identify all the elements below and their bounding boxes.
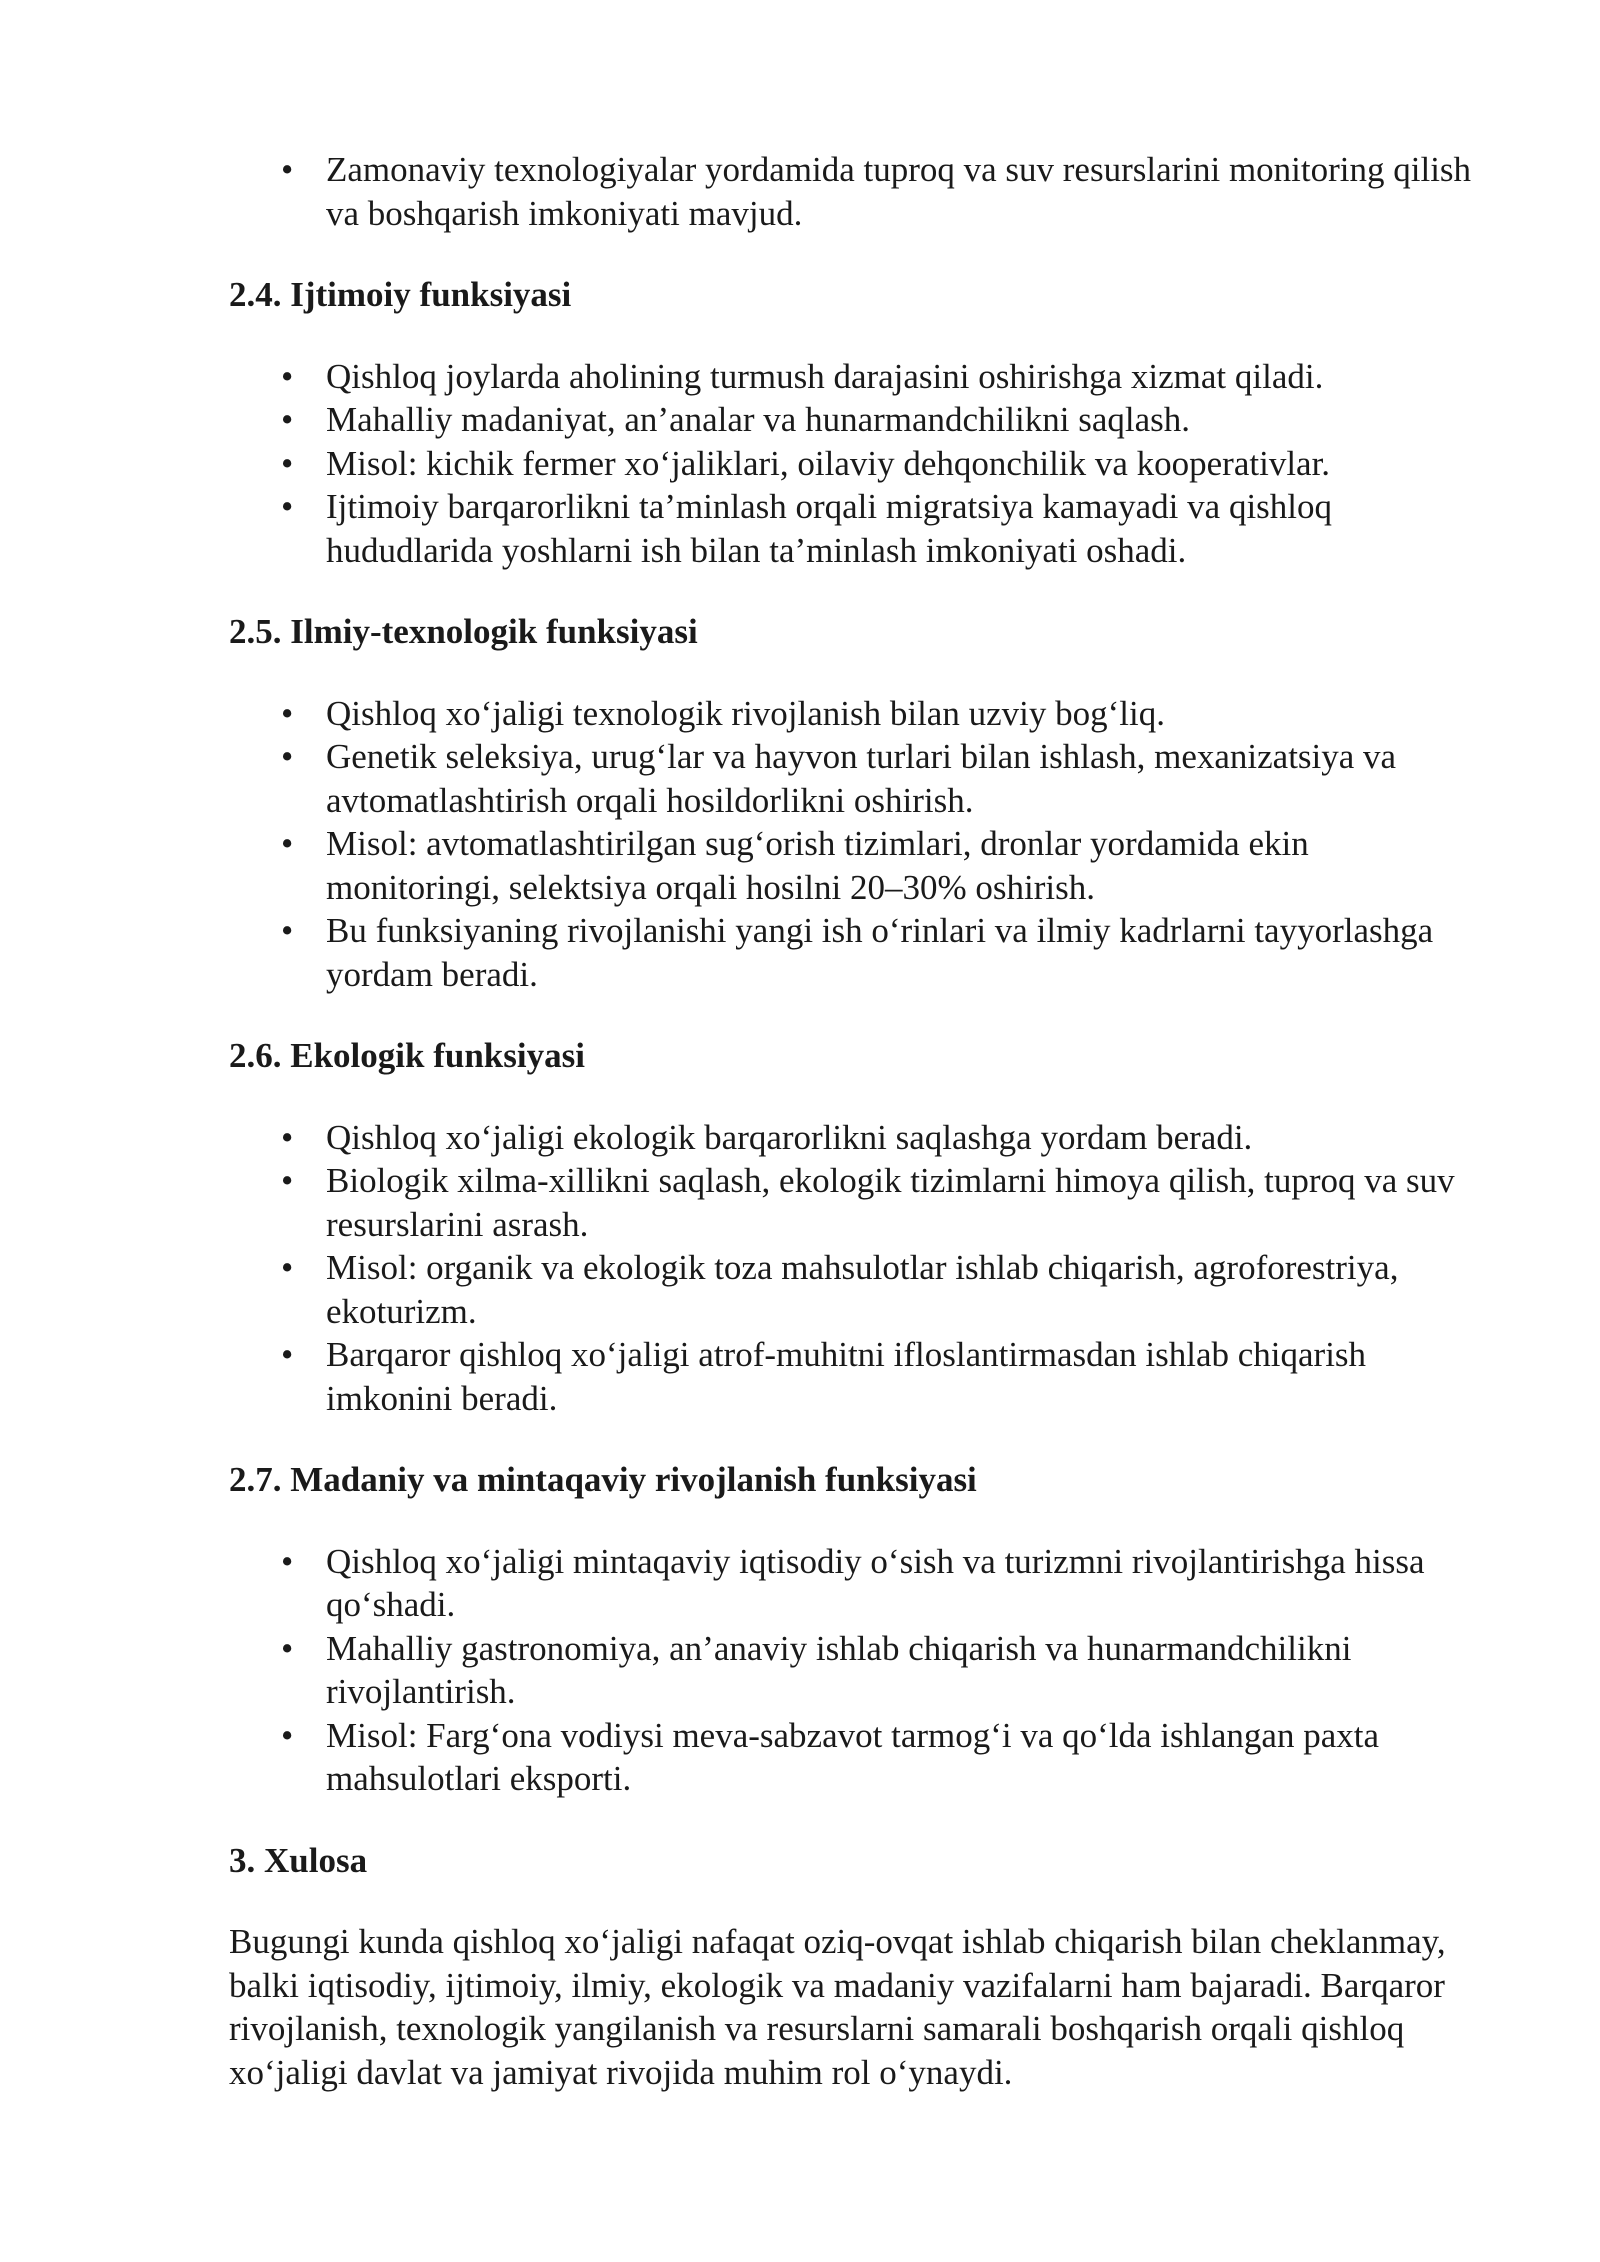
section-heading-madaniy: 2.7. Madaniy va mintaqaviy rivojlanish funksiyasi (229, 1460, 977, 1499)
list-item: • Qishloq xo‘jaligi mintaqaviy iqtisodiy o‘sish va turizmni rivojlantirishga hissa qo‘shadi. (229, 1540, 1489, 1627)
section-list-madaniy (229, 1540, 1489, 1801)
list-item: • Misol: kichik fermer xo‘jaliklari, oilaviy dehqonchilik va kooperativlar. (229, 442, 1489, 486)
section-heading-ekologik: 2.6. Ekologik funksiyasi (229, 1036, 585, 1075)
list-item: • Zamonaviy texnologiyalar yordamida tuproq va suv resurslarini monitoring qilish va boshqarish imkoniyati mavjud. (229, 148, 1489, 235)
list-item: • Misol: Farg‘ona vodiysi meva-sabzavot tarmog‘i va qo‘lda ishlangan paxta mahsulotlari eksporti. (229, 1714, 1489, 1801)
list-item: • Ijtimoiy barqarorlikni ta’minlash orqali migratsiya kamayadi va qishloq hududlarida yoshlarni ish bilan ta’minlash imkoniyati oshadi. (229, 485, 1489, 572)
section-list-ekologik (229, 1116, 1489, 1421)
section-list-ilmiy-texnologik (229, 692, 1489, 997)
list-item: • Barqaror qishloq xo‘jaligi atrof-muhitni ifloslantirmasdan ishlab chiqarish imkonini beradi. (229, 1333, 1489, 1420)
list-item: • Misol: avtomatlashtirilgan sug‘orish tizimlari, dronlar yordamida ekin monitoringi, selektsiya orqali hosilni 20–30% oshirish. (229, 822, 1489, 909)
list-item: • Mahalliy madaniyat, an’analar va hunarmandchilikni saqlash. (229, 398, 1489, 442)
list-item: • Qishloq joylarda aholining turmush darajasini oshirishga xizmat qiladi. (229, 355, 1489, 399)
section-heading-ijtimoiy: 2.4. Ijtimoiy funksiyasi (229, 275, 572, 314)
list-item: • Qishloq xo‘jaligi texnologik rivojlanish bilan uzviy bog‘liq. (229, 692, 1489, 736)
section-list-ijtimoiy (229, 355, 1489, 573)
list-item: • Qishloq xo‘jaligi ekologik barqarorlikni saqlashga yordam beradi. (229, 1116, 1489, 1160)
section-heading-ilmiy-texnologik: 2.5. Ilmiy-texnologik funksiyasi (229, 612, 698, 651)
list-item: • Genetik seleksiya, urug‘lar va hayvon turlari bilan ishlash, mexanizatsiya va avtomatlashtirish orqali hosildorlikni oshirish. (229, 735, 1489, 822)
list-item: • Misol: organik va ekologik toza mahsulotlar ishlab chiqarish, agroforestriya, ekoturizm. (229, 1246, 1489, 1333)
conclusion-heading: 3. Xulosa (229, 1840, 368, 1880)
top-bullet-list (229, 148, 1489, 235)
list-item: • Bu funksiyaning rivojlanishi yangi ish o‘rinlari va ilmiy kadrlarni tayyorlashga yordam beradi. (229, 909, 1489, 996)
list-item: • Mahalliy gastronomiya, an’anaviy ishlab chiqarish va hunarmandchilikni rivojlantirish. (229, 1627, 1489, 1714)
list-item: • Biologik xilma-xillikni saqlash, ekologik tizimlarni himoya qilish, tuproq va suv resurslarini asrash. (229, 1159, 1489, 1246)
conclusion-paragraph: Bugungi kunda qishloq xo‘jaligi nafaqat oziq-ovqat ishlab chiqarish bilan cheklanmay, balki iqtisodiy, ijtimoiy, ilmiy, ekologik va madaniy vazifalarni ham bajaradi. Barqaror rivojlanish, texnologik yangilanish va resurslarni samarali boshqarish orqali qishloq xo‘jaligi davlat va jamiyat rivojida muhim rol o‘ynaydi. (229, 1922, 1446, 2092)
document-content (229, 148, 1489, 2094)
